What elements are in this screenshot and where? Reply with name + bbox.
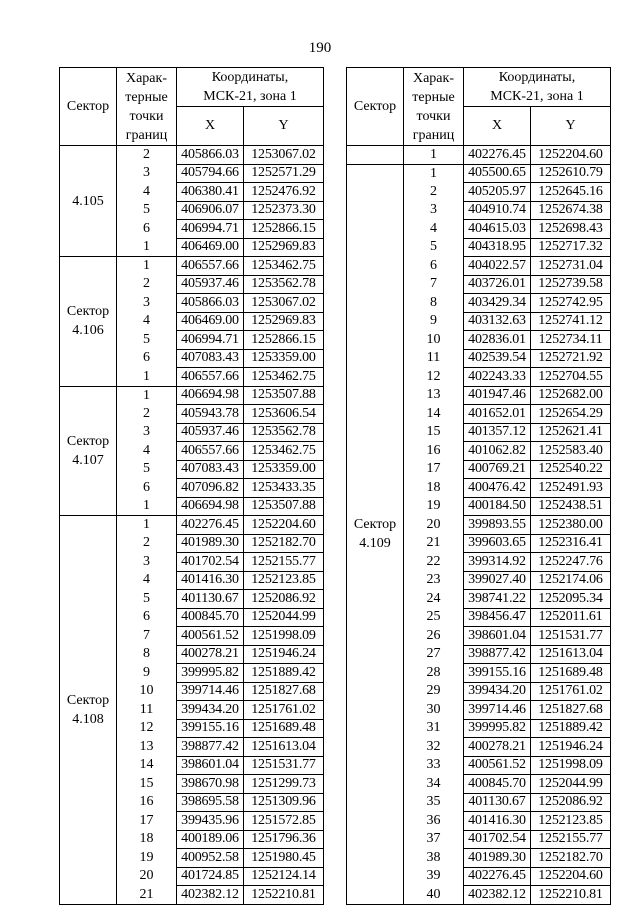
header-points-line: границ	[412, 127, 455, 143]
coordinate-y: 1252182.70	[244, 534, 324, 553]
coordinate-x: 402382.12	[177, 886, 244, 905]
point-number: 1	[117, 238, 177, 257]
sector-cell	[60, 257, 117, 387]
point-number: 9	[117, 664, 177, 683]
header-sector: Сектор	[60, 68, 117, 146]
coordinate-y: 1252621.41	[531, 423, 611, 442]
coordinate-x: 400952.58	[177, 849, 244, 868]
point-number: 1	[117, 257, 177, 276]
coordinate-y: 1252969.83	[244, 312, 324, 331]
point-number: 3	[404, 201, 464, 220]
point-number: 39	[404, 867, 464, 886]
coordinate-x: 401357.12	[464, 423, 531, 442]
coordinate-x: 399314.92	[464, 553, 531, 572]
coordinate-x: 399603.65	[464, 534, 531, 553]
coordinate-x: 400476.42	[464, 479, 531, 498]
point-number: 31	[404, 719, 464, 738]
point-number: 4	[117, 442, 177, 461]
point-number: 17	[117, 812, 177, 831]
coordinate-x: 404910.74	[464, 201, 531, 220]
sector-label: 4.105	[72, 193, 104, 209]
header-coordinates-line: Координаты,	[211, 70, 289, 85]
coordinate-y: 1252571.29	[244, 164, 324, 183]
table-row	[60, 516, 324, 535]
sector-cell	[347, 164, 404, 904]
header-coordinates	[177, 68, 324, 107]
point-number: 38	[404, 849, 464, 868]
coordinate-y: 1252739.58	[531, 275, 611, 294]
sector-cell	[347, 146, 404, 165]
point-number: 1	[117, 386, 177, 405]
table-row	[60, 257, 324, 276]
point-number: 33	[404, 756, 464, 775]
coordinate-x: 399155.16	[177, 719, 244, 738]
coordinate-y: 1251889.42	[244, 664, 324, 683]
point-number: 12	[117, 719, 177, 738]
coordinate-x: 403726.01	[464, 275, 531, 294]
header-points-line: точки	[129, 108, 164, 124]
header-points-line: точки	[416, 108, 451, 124]
point-number: 4	[117, 312, 177, 331]
coordinate-y: 1252155.77	[244, 553, 324, 572]
header-coordinates	[464, 68, 611, 107]
coordinate-y: 1252095.34	[531, 590, 611, 609]
header-points	[117, 68, 177, 146]
coordinate-y: 1251299.73	[244, 775, 324, 794]
coordinate-x: 402243.33	[464, 368, 531, 387]
coordinate-x: 398456.47	[464, 608, 531, 627]
point-number: 5	[117, 331, 177, 350]
coordinate-x: 398877.42	[464, 645, 531, 664]
point-number: 2	[404, 183, 464, 202]
coordinate-y: 1252704.55	[531, 368, 611, 387]
coordinates-table-left	[59, 67, 324, 905]
coordinate-x: 401947.46	[464, 386, 531, 405]
coordinate-x: 406469.00	[177, 238, 244, 257]
coordinate-x: 400561.52	[177, 627, 244, 646]
coordinate-x: 403429.34	[464, 294, 531, 313]
sector-cell	[60, 516, 117, 905]
coordinate-y: 1253507.88	[244, 386, 324, 405]
coordinate-x: 399434.20	[177, 701, 244, 720]
coordinate-y: 1252182.70	[531, 849, 611, 868]
point-number: 11	[404, 349, 464, 368]
coordinate-x: 400189.06	[177, 830, 244, 849]
coordinate-y: 1251531.77	[531, 627, 611, 646]
coordinate-x: 406469.00	[177, 312, 244, 331]
coordinate-y: 1253606.54	[244, 405, 324, 424]
coordinate-x: 401652.01	[464, 405, 531, 424]
coordinate-x: 405866.03	[177, 294, 244, 313]
table-row	[347, 146, 611, 165]
header-points-line: терные	[125, 89, 168, 105]
point-number: 40	[404, 886, 464, 905]
coordinate-x: 399893.55	[464, 516, 531, 535]
coordinate-x: 400845.70	[177, 608, 244, 627]
coordinate-x: 398601.04	[464, 627, 531, 646]
header-coordinates-line: МСК-21, зона 1	[490, 89, 584, 104]
point-number: 6	[117, 349, 177, 368]
point-number: 4	[117, 183, 177, 202]
coordinate-x: 400845.70	[464, 775, 531, 794]
point-number: 15	[117, 775, 177, 794]
coordinate-y: 1252438.51	[531, 497, 611, 516]
sector-label: 4.109	[359, 536, 391, 551]
point-number: 1	[404, 146, 464, 165]
coordinate-y: 1252044.99	[531, 775, 611, 794]
coordinate-y: 1252717.32	[531, 238, 611, 257]
point-number: 18	[117, 830, 177, 849]
coordinate-y: 1251980.45	[244, 849, 324, 868]
coordinate-y: 1253359.00	[244, 460, 324, 479]
coordinate-y: 1252721.92	[531, 349, 611, 368]
coordinate-y: 1252044.99	[244, 608, 324, 627]
coordinate-y: 1252476.92	[244, 183, 324, 202]
coordinate-x: 399155.16	[464, 664, 531, 683]
coordinate-x: 406694.98	[177, 386, 244, 405]
coordinate-x: 406694.98	[177, 497, 244, 516]
point-number: 18	[404, 479, 464, 498]
point-number: 26	[404, 627, 464, 646]
coordinate-y: 1252086.92	[531, 793, 611, 812]
coordinate-x: 402276.45	[464, 146, 531, 165]
coordinate-x: 398670.98	[177, 775, 244, 794]
coordinate-y: 1252086.92	[244, 590, 324, 609]
coordinate-y: 1253433.35	[244, 479, 324, 498]
point-number: 11	[117, 701, 177, 720]
coordinate-y: 1252124.14	[244, 867, 324, 886]
coordinate-y: 1253067.02	[244, 294, 324, 313]
coordinate-x: 407096.82	[177, 479, 244, 498]
coordinate-y: 1252645.16	[531, 183, 611, 202]
coordinate-y: 1253067.02	[244, 146, 324, 165]
point-number: 13	[404, 386, 464, 405]
header-points-line: Харак-	[412, 70, 454, 86]
point-number: 3	[117, 294, 177, 313]
header-points-line: Харак-	[125, 70, 167, 86]
coordinate-y: 1251998.09	[531, 756, 611, 775]
coordinates-table-right	[346, 67, 611, 905]
coordinate-y: 1252155.77	[531, 830, 611, 849]
coordinate-x: 399714.46	[177, 682, 244, 701]
header-coordinates-line: МСК-21, зона 1	[203, 89, 297, 104]
header-x: X	[464, 107, 531, 146]
coordinate-y: 1252682.00	[531, 386, 611, 405]
sector-label: Сектор	[66, 692, 110, 708]
coordinate-x: 405794.66	[177, 164, 244, 183]
table-row	[347, 164, 611, 183]
coordinate-x: 404615.03	[464, 220, 531, 239]
page-number: 190	[308, 40, 332, 56]
coordinate-y: 1251946.24	[531, 738, 611, 757]
coordinate-y: 1253562.78	[244, 423, 324, 442]
coordinate-x: 406906.07	[177, 201, 244, 220]
coordinate-x: 399714.46	[464, 701, 531, 720]
point-number: 20	[404, 516, 464, 535]
point-number: 5	[117, 590, 177, 609]
point-number: 16	[404, 442, 464, 461]
coordinate-y: 1251827.68	[244, 682, 324, 701]
coordinate-x: 405866.03	[177, 146, 244, 165]
coordinate-x: 399995.82	[464, 719, 531, 738]
coordinate-x: 398601.04	[177, 756, 244, 775]
coordinate-x: 399435.96	[177, 812, 244, 831]
coordinate-x: 400278.21	[464, 738, 531, 757]
point-number: 1	[117, 497, 177, 516]
coordinate-x: 406557.66	[177, 368, 244, 387]
coordinate-x: 401130.67	[177, 590, 244, 609]
coordinate-y: 1251689.48	[244, 719, 324, 738]
coordinate-y: 1253562.78	[244, 275, 324, 294]
point-number: 21	[117, 886, 177, 905]
coordinate-x: 398741.22	[464, 590, 531, 609]
coordinate-y: 1252741.12	[531, 312, 611, 331]
coordinate-y: 1252204.60	[531, 146, 611, 165]
point-number: 37	[404, 830, 464, 849]
point-number: 10	[117, 682, 177, 701]
table-body-left	[60, 146, 324, 905]
coordinate-x: 401416.30	[177, 571, 244, 590]
coordinate-x: 402276.45	[177, 516, 244, 535]
coordinate-y: 1251827.68	[531, 701, 611, 720]
point-number: 2	[117, 275, 177, 294]
point-number: 19	[404, 497, 464, 516]
point-number: 23	[404, 571, 464, 590]
point-number: 5	[404, 238, 464, 257]
coordinate-y: 1252610.79	[531, 164, 611, 183]
coordinate-x: 406557.66	[177, 442, 244, 461]
coordinate-y: 1252654.29	[531, 405, 611, 424]
coordinate-x: 400561.52	[464, 756, 531, 775]
coordinate-y: 1251946.24	[244, 645, 324, 664]
coordinate-y: 1252698.43	[531, 220, 611, 239]
point-number: 17	[404, 460, 464, 479]
sector-label: Сектор	[66, 433, 110, 449]
point-number: 6	[117, 608, 177, 627]
point-number: 9	[404, 312, 464, 331]
sector-cell	[60, 146, 117, 257]
coordinate-y: 1251796.36	[244, 830, 324, 849]
point-number: 32	[404, 738, 464, 757]
coordinate-x: 407083.43	[177, 349, 244, 368]
coordinate-y: 1252674.38	[531, 201, 611, 220]
coordinate-y: 1252210.81	[531, 886, 611, 905]
coordinate-x: 402382.12	[464, 886, 531, 905]
point-number: 8	[117, 645, 177, 664]
coordinate-y: 1253462.75	[244, 368, 324, 387]
coordinate-x: 406380.41	[177, 183, 244, 202]
coordinate-y: 1252174.06	[531, 571, 611, 590]
point-number: 2	[117, 405, 177, 424]
coordinate-x: 401724.85	[177, 867, 244, 886]
coordinate-y: 1251998.09	[244, 627, 324, 646]
point-number: 1	[117, 516, 177, 535]
coordinate-x: 398877.42	[177, 738, 244, 757]
point-number: 12	[404, 368, 464, 387]
coordinate-y: 1252210.81	[244, 886, 324, 905]
sector-cell	[60, 386, 117, 516]
point-number: 35	[404, 793, 464, 812]
sector-label: 4.107	[72, 452, 104, 468]
point-number: 21	[404, 534, 464, 553]
point-number: 4	[404, 220, 464, 239]
coordinate-x: 401062.82	[464, 442, 531, 461]
point-number: 1	[117, 368, 177, 387]
sector-label: 4.106	[72, 323, 104, 339]
point-number: 28	[404, 664, 464, 683]
point-number: 7	[117, 627, 177, 646]
coordinate-x: 405943.78	[177, 405, 244, 424]
point-number: 10	[404, 331, 464, 350]
coordinate-y: 1253359.00	[244, 349, 324, 368]
point-number: 20	[117, 867, 177, 886]
coordinate-x: 401416.30	[464, 812, 531, 831]
header-y: Y	[531, 107, 611, 146]
coordinate-x: 404022.57	[464, 257, 531, 276]
coordinate-y: 1252866.15	[244, 331, 324, 350]
coordinate-y: 1252373.30	[244, 201, 324, 220]
point-number: 22	[404, 553, 464, 572]
point-number: 8	[404, 294, 464, 313]
coordinate-y: 1252742.95	[531, 294, 611, 313]
coordinate-y: 1252380.00	[531, 516, 611, 535]
coordinate-y: 1252969.83	[244, 238, 324, 257]
coordinate-y: 1252123.85	[244, 571, 324, 590]
point-number: 27	[404, 645, 464, 664]
coordinate-y: 1252540.22	[531, 460, 611, 479]
coordinate-x: 407083.43	[177, 460, 244, 479]
coordinate-x: 402836.01	[464, 331, 531, 350]
coordinate-y: 1252204.60	[244, 516, 324, 535]
coordinate-x: 401702.54	[464, 830, 531, 849]
coordinate-y: 1252204.60	[531, 867, 611, 886]
point-number: 4	[117, 571, 177, 590]
coordinate-y: 1252734.11	[531, 331, 611, 350]
coordinate-y: 1253507.88	[244, 497, 324, 516]
coordinate-y: 1251689.48	[531, 664, 611, 683]
coordinate-y: 1251761.02	[531, 682, 611, 701]
point-number: 6	[117, 479, 177, 498]
coordinate-x: 401702.54	[177, 553, 244, 572]
coordinate-x: 400278.21	[177, 645, 244, 664]
point-number: 3	[117, 164, 177, 183]
coordinate-x: 401989.30	[464, 849, 531, 868]
coordinate-x: 399995.82	[177, 664, 244, 683]
coordinate-x: 400184.50	[464, 497, 531, 516]
point-number: 19	[117, 849, 177, 868]
point-number: 14	[404, 405, 464, 424]
coordinate-x: 404318.95	[464, 238, 531, 257]
coordinate-x: 399434.20	[464, 682, 531, 701]
coordinate-x: 406994.71	[177, 331, 244, 350]
coordinate-y: 1253462.75	[244, 442, 324, 461]
coordinate-x: 403132.63	[464, 312, 531, 331]
coordinate-y: 1251572.85	[244, 812, 324, 831]
coordinate-x: 402539.54	[464, 349, 531, 368]
point-number: 2	[117, 146, 177, 165]
coordinate-x: 401130.67	[464, 793, 531, 812]
header-x: X	[177, 107, 244, 146]
header-points-line: терные	[412, 89, 455, 105]
point-number: 30	[404, 701, 464, 720]
coordinate-x: 405205.97	[464, 183, 531, 202]
header-coordinates-line: Координаты,	[498, 70, 576, 85]
point-number: 25	[404, 608, 464, 627]
sector-label: Сектор	[353, 517, 397, 532]
coordinate-y: 1252123.85	[531, 812, 611, 831]
point-number: 6	[404, 257, 464, 276]
coordinate-x: 405937.46	[177, 423, 244, 442]
coordinate-y: 1252491.93	[531, 479, 611, 498]
coordinate-y: 1251889.42	[531, 719, 611, 738]
table-row	[60, 146, 324, 165]
coordinate-y: 1252583.40	[531, 442, 611, 461]
coordinate-y: 1251309.96	[244, 793, 324, 812]
coordinate-x: 402276.45	[464, 867, 531, 886]
header-y: Y	[244, 107, 324, 146]
point-number: 3	[117, 553, 177, 572]
point-number: 5	[117, 201, 177, 220]
coordinate-x: 406994.71	[177, 220, 244, 239]
coordinate-y: 1252731.04	[531, 257, 611, 276]
coordinate-y: 1251761.02	[244, 701, 324, 720]
coordinate-x: 405500.65	[464, 164, 531, 183]
header-points-line: границ	[125, 127, 168, 143]
coordinate-y: 1251613.04	[244, 738, 324, 757]
point-number: 15	[404, 423, 464, 442]
point-number: 7	[404, 275, 464, 294]
point-number: 16	[117, 793, 177, 812]
coordinate-y: 1252866.15	[244, 220, 324, 239]
point-number: 3	[117, 423, 177, 442]
coordinate-y: 1252316.41	[531, 534, 611, 553]
point-number: 13	[117, 738, 177, 757]
point-number: 24	[404, 590, 464, 609]
point-number: 1	[404, 164, 464, 183]
point-number: 34	[404, 775, 464, 794]
table-body-right	[347, 146, 611, 905]
coordinate-x: 406557.66	[177, 257, 244, 276]
header-points	[404, 68, 464, 146]
header-sector: Сектор	[347, 68, 404, 146]
coordinate-y: 1251613.04	[531, 645, 611, 664]
table-row	[60, 386, 324, 405]
coordinate-y: 1252247.76	[531, 553, 611, 572]
point-number: 36	[404, 812, 464, 831]
sector-label: 4.108	[72, 711, 104, 727]
point-number: 6	[117, 220, 177, 239]
point-number: 5	[117, 460, 177, 479]
point-number: 14	[117, 756, 177, 775]
coordinate-y: 1251531.77	[244, 756, 324, 775]
coordinate-y: 1253462.75	[244, 257, 324, 276]
coordinate-y: 1252011.61	[531, 608, 611, 627]
point-number: 29	[404, 682, 464, 701]
coordinate-x: 399027.40	[464, 571, 531, 590]
sector-label: Сектор	[66, 304, 110, 320]
coordinate-x: 398695.58	[177, 793, 244, 812]
point-number: 2	[117, 534, 177, 553]
coordinate-x: 400769.21	[464, 460, 531, 479]
coordinate-x: 401989.30	[177, 534, 244, 553]
coordinate-x: 405937.46	[177, 275, 244, 294]
